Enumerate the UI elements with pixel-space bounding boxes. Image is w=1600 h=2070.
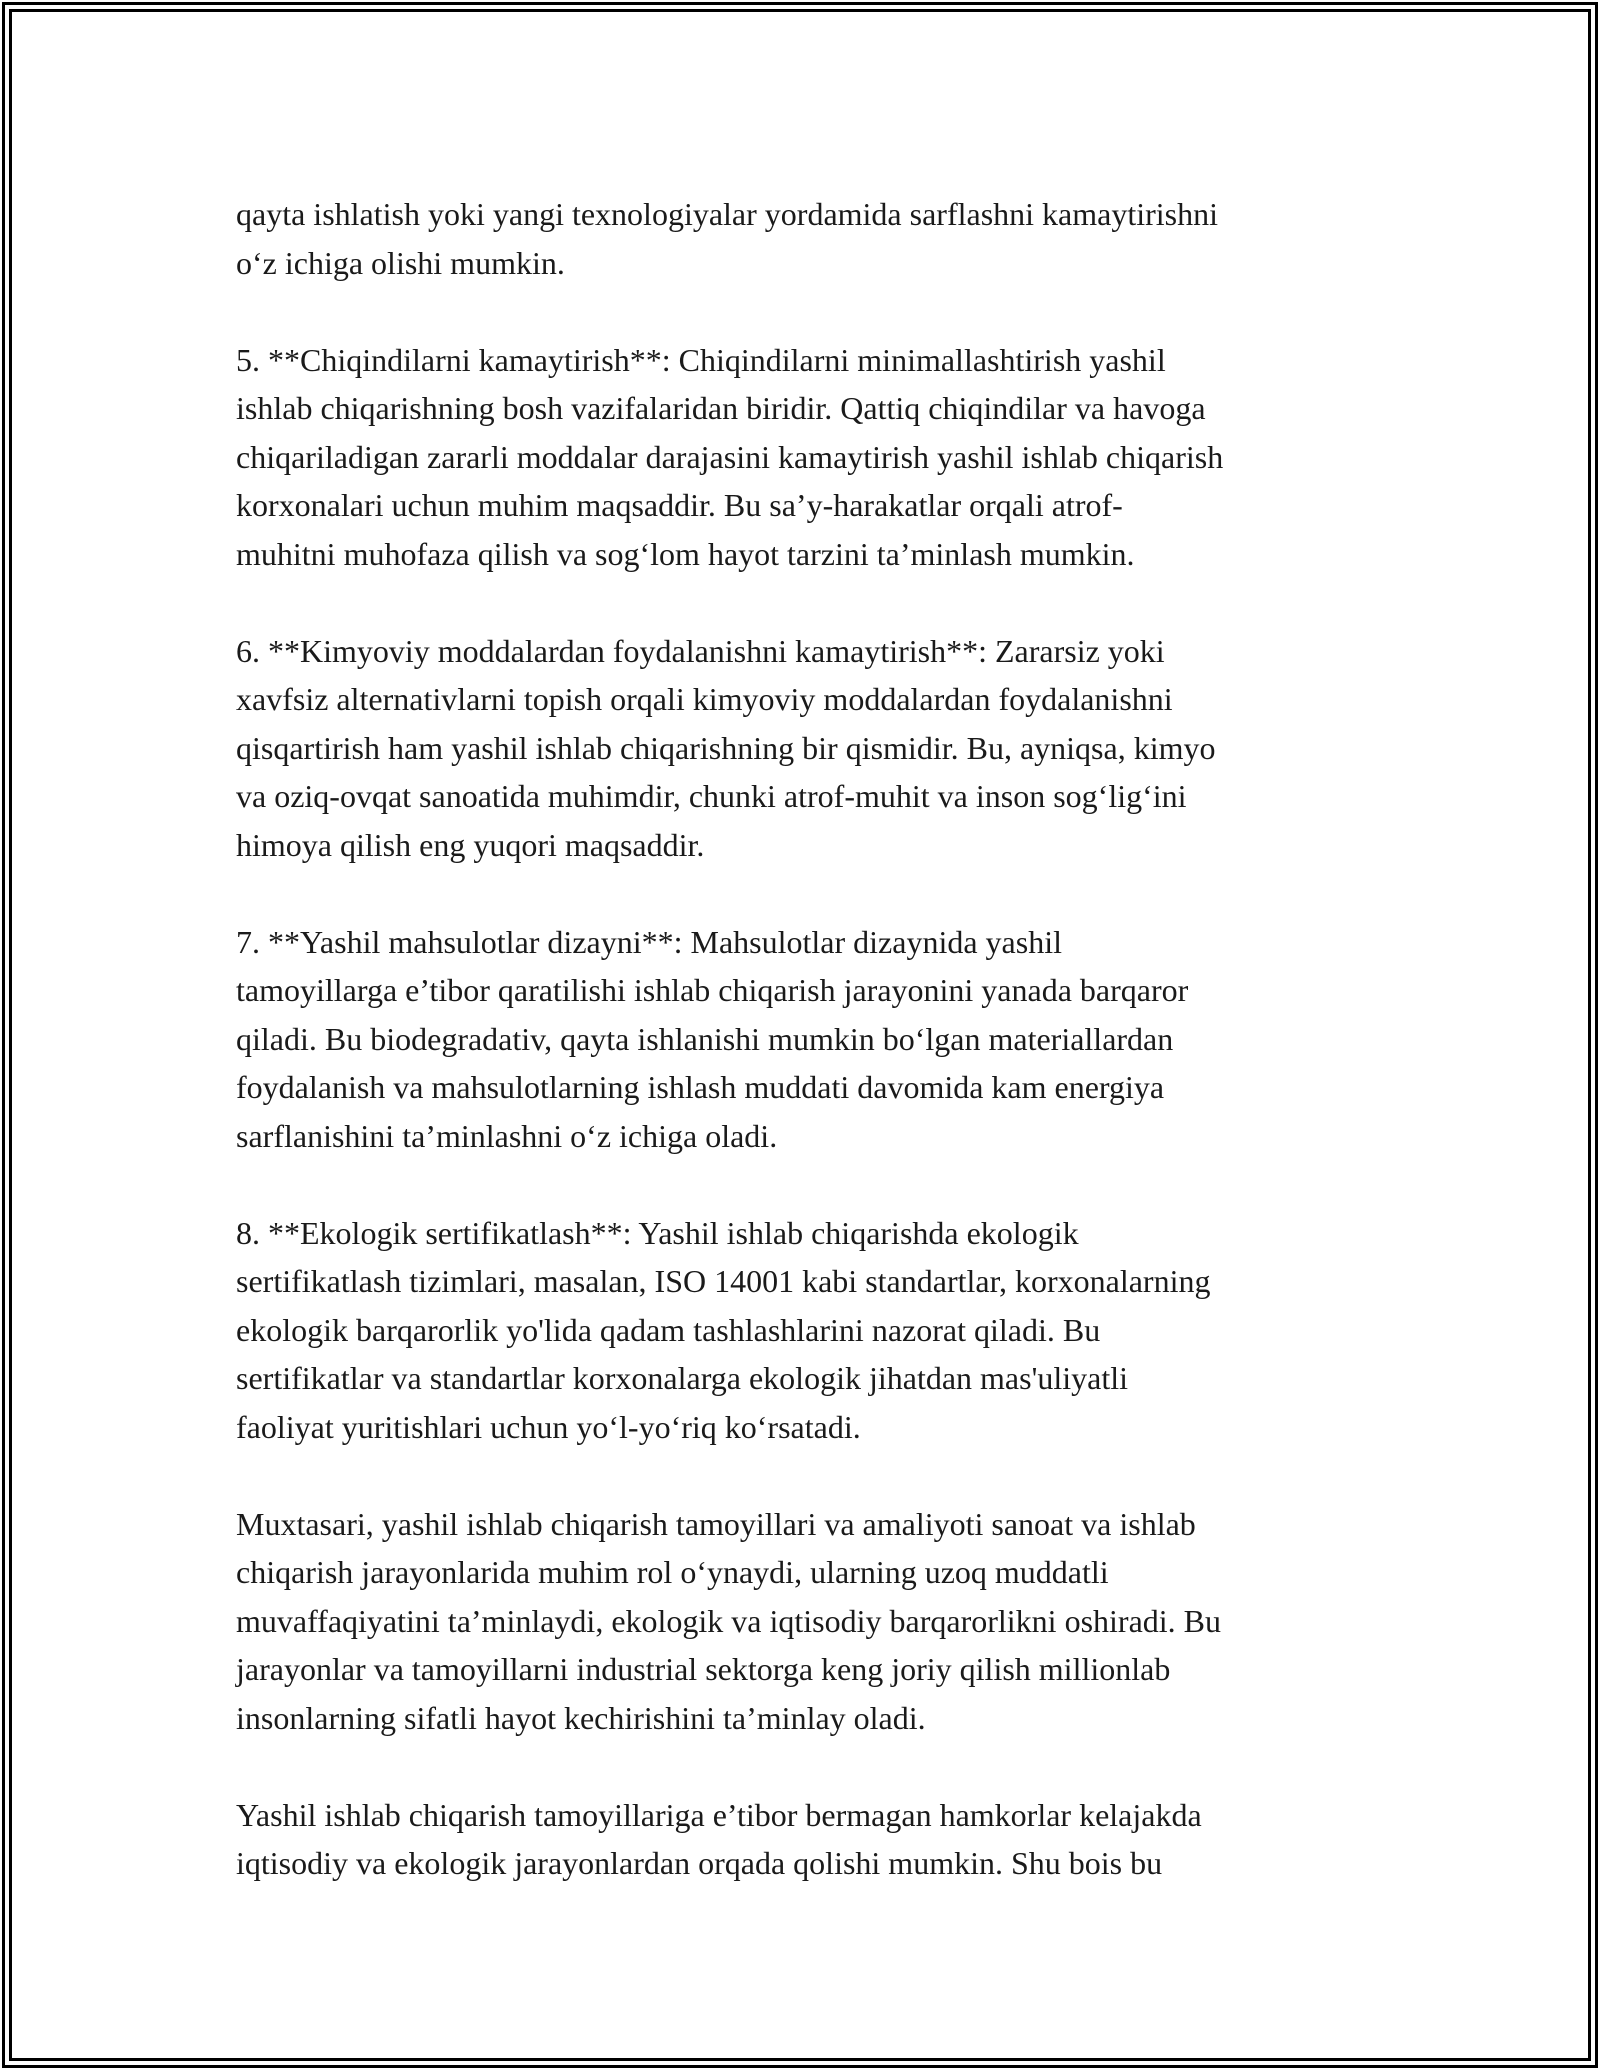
text-line: o‘z ichiga olishi mumkin. bbox=[236, 244, 565, 281]
paragraph-item-5 bbox=[236, 336, 1376, 579]
paragraph-item-6 bbox=[236, 627, 1376, 870]
text-line: iqtisodiy va ekologik jarayonlardan orqada qolishi mumkin. Shu bois bu bbox=[236, 1845, 1163, 1881]
text-line: korxonalari uchun muhim maqsaddir. Bu sa’y-harakatlar orqali atrof- bbox=[236, 487, 1123, 523]
text-line: va oziq-ovqat sanoatida muhimdir, chunki atrof-muhit va inson sog‘lig‘ini bbox=[236, 778, 1187, 814]
text-line: muvaffaqiyatini ta’minlaydi, ekologik va iqtisodiy barqarorlikni oshiradi. Bu bbox=[236, 1602, 1221, 1639]
text-line: foydalanish va mahsulotlarning ishlash muddati davomida kam energiya bbox=[236, 1069, 1165, 1105]
text-line: chiqariladigan zararli moddalar darajasini kamaytirish yashil ishlab chiqarish bbox=[236, 438, 1224, 475]
text-line: xavfsiz alternativlarni topish orqali kimyoviy moddalardan foydalanishni bbox=[236, 681, 1173, 717]
text-line: 8. **Ekologik sertifikatlash**: Yashil ishlab chiqarishda ekologik bbox=[236, 1214, 1079, 1251]
text-line: qayta ishlatish yoki yangi texnologiyalar yordamida sarflashni kamaytirishni bbox=[236, 196, 1218, 232]
text-line: 6. **Kimyoviy moddalardan foydalanishni kamaytirish**: Zararsiz yoki bbox=[236, 632, 1165, 669]
text-line: insonlarning sifatli hayot kechirishini ta’minlay oladi. bbox=[236, 1699, 926, 1736]
text-line: qisqartirish ham yashil ishlab chiqarishning bir qismidir. Bu, ayniqsa, kimyo bbox=[236, 729, 1216, 766]
text-line: sertifikatlar va standartlar korxonalarga ekologik jihatdan mas'uliyatli bbox=[236, 1360, 1128, 1396]
text-line: sertifikatlash tizimlari, masalan, ISO 14001 kabi standartlar, korxonalarning bbox=[236, 1263, 1211, 1299]
text-line: himoya qilish eng yuqori maqsaddir. bbox=[236, 826, 705, 863]
text-line: Yashil ishlab chiqarish tamoyillariga e’tibor bermagan hamkorlar kelajakda bbox=[236, 1796, 1202, 1833]
text-line: sarflanishini ta’minlashni o‘z ichiga oladi. bbox=[236, 1117, 778, 1154]
text-line: muhitni muhofaza qilish va sog‘lom hayot tarzini ta’minlash mumkin. bbox=[236, 535, 1135, 572]
text-line: jarayonlar va tamoyillarni industrial sektorga keng joriy qilish millionlab bbox=[236, 1651, 1171, 1687]
text-line: tamoyillarga e’tibor qaratilishi ishlab chiqarish jarayonini yanada barqaror bbox=[236, 972, 1189, 1008]
paragraph-closing bbox=[236, 1791, 1376, 1888]
text-line: qiladi. Bu biodegradativ, qayta ishlanishi mumkin bo‘lgan materiallardan bbox=[236, 1020, 1174, 1057]
text-line: Muxtasari, yashil ishlab chiqarish tamoyillari va amaliyoti sanoat va ishlab bbox=[236, 1505, 1196, 1542]
text-line: ishlab chiqarishning bosh vazifalaridan biridir. Qattiq chiqindilar va havoga bbox=[236, 390, 1206, 426]
text-line: chiqarish jarayonlarida muhim rol o‘ynaydi, ularning uzoq muddatli bbox=[236, 1554, 1109, 1590]
text-line: 7. **Yashil mahsulotlar dizayni**: Mahsulotlar dizaynida yashil bbox=[236, 923, 1062, 960]
paragraph-continuation bbox=[236, 190, 1376, 287]
text-line: 5. **Chiqindilarni kamaytirish**: Chiqindilarni minimallashtirish yashil bbox=[236, 341, 1166, 378]
paragraph-summary bbox=[236, 1500, 1376, 1743]
document-body bbox=[236, 190, 1376, 1936]
text-line: faoliyat yuritishlari uchun yo‘l-yo‘riq ko‘rsatadi. bbox=[236, 1408, 861, 1445]
paragraph-item-8 bbox=[236, 1209, 1376, 1452]
paragraph-item-7 bbox=[236, 918, 1376, 1161]
text-line: ekologik barqarorlik yo'lida qadam tashlashlarini nazorat qiladi. Bu bbox=[236, 1311, 1101, 1348]
